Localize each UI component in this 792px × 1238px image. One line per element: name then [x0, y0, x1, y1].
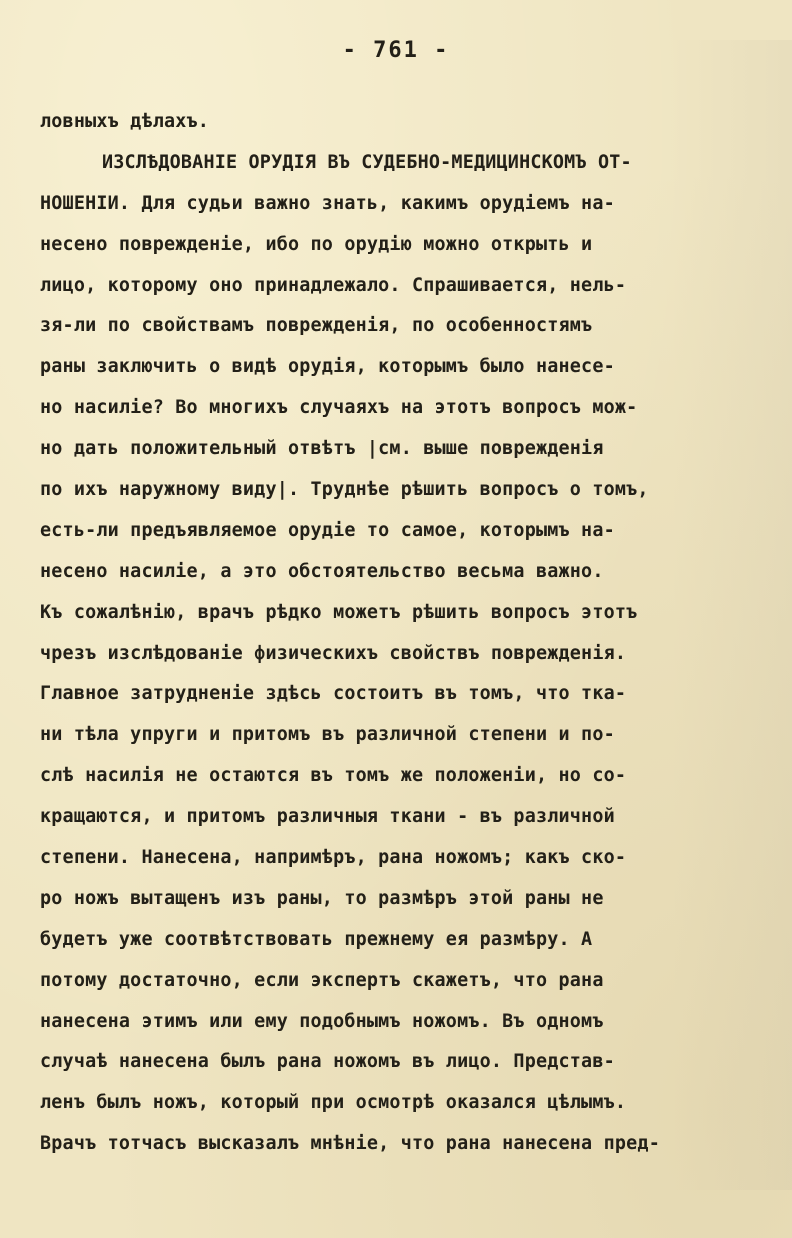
body-text: [40, 102, 740, 1165]
text-line: Главное затрудненіе здѣсь состоитъ въ томъ, что тка-: [40, 683, 627, 705]
text-line: будетъ уже соотвѣтствовать прежнему ея размѣру. А: [40, 928, 593, 950]
text-line: НОШЕНІИ. Для судьи важно знать, какимъ орудіемъ на-: [40, 192, 615, 214]
text-line: зя-ли по свойствамъ поврежденія, по особенностямъ: [40, 315, 593, 337]
text-line: ни тѣла упруги и притомъ въ различной степени и по-: [40, 724, 615, 746]
text-line: слѣ насилія не остаются въ томъ же положеніи, но со-: [40, 765, 627, 787]
text-line: кращаются, и притомъ различныя ткани - въ различной: [40, 806, 615, 828]
text-line: Къ сожалѣнію, врачъ рѣдко можетъ рѣшить вопросъ этотъ: [40, 601, 638, 623]
text-line: но дать положительный отвѣтъ |см. выше поврежденія: [40, 438, 604, 460]
text-line: несено поврежденіе, ибо по орудію можно открыть и: [40, 233, 593, 255]
text-line: ловныхъ дѣлахъ.: [40, 111, 210, 132]
text-line: ленъ былъ ножъ, который при осмотрѣ оказался цѣлымъ.: [40, 1092, 627, 1114]
text-line: чрезъ изслѣдованіе физическихъ свойствъ поврежденія.: [40, 642, 627, 664]
text-line: потому достаточно, если экспертъ скажетъ, что рана: [40, 969, 604, 991]
text-line: ро ножъ вытащенъ изъ раны, то размѣръ этой раны не: [40, 887, 604, 909]
text-line: степени. Нанесена, напримѣръ, рана ножомъ; какъ ско-: [40, 847, 627, 869]
text-line: нанесена этимъ или ему подобнымъ ножомъ. Въ одномъ: [40, 1010, 604, 1032]
text-line: раны заключить о видѣ орудія, которымъ было нанесе-: [40, 356, 615, 378]
page-number: - 761 -: [342, 38, 450, 63]
text-line: несено насиліе, а это обстоятельство весьма важно.: [40, 560, 604, 582]
text-line: лицо, которому оно принадлежало. Спрашивается, нель-: [40, 274, 627, 296]
text-line: есть-ли предъявляемое орудіе то самое, которымъ на-: [40, 519, 615, 541]
text-line: по ихъ наружному виду|. Труднѣе рѣшить вопросъ о томъ,: [40, 479, 649, 501]
text-line: Врачъ тотчасъ высказалъ мнѣніе, что рана нанесена пред-: [40, 1133, 660, 1155]
section-heading-line: ИЗСЛѢДОВАНІЕ ОРУДІЯ ВЪ СУДЕБНО-МЕДИЦИНСКОМЪ ОТ-: [102, 151, 632, 173]
text-line: случаѣ нанесена былъ рана ножомъ въ лицо. Представ-: [40, 1051, 615, 1073]
text-line: но насиліе? Во многихъ случаяхъ на этотъ вопросъ мож-: [40, 397, 638, 419]
